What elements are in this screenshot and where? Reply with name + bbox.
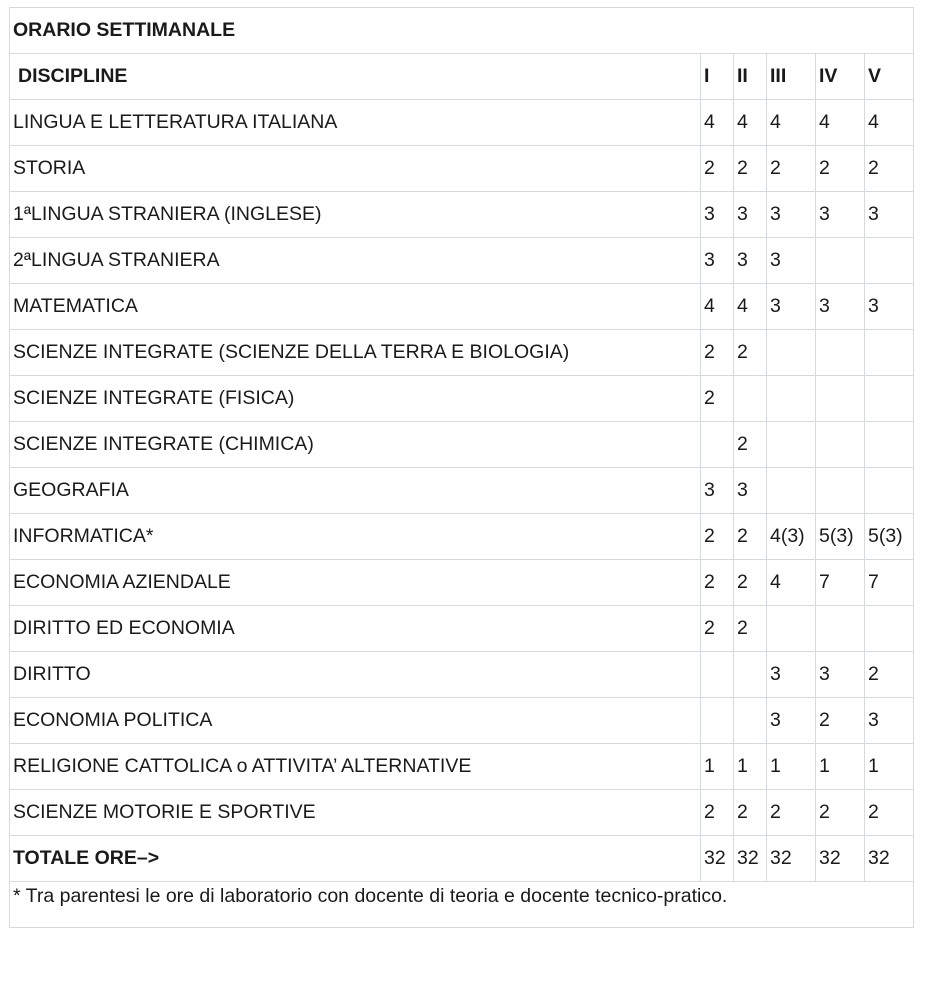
hours-year-3: 4(3) xyxy=(767,514,816,560)
hours-year-5 xyxy=(865,238,914,284)
subject-name: SCIENZE MOTORIE E SPORTIVE xyxy=(10,790,701,836)
subject-name: 2ªLINGUA STRANIERA xyxy=(10,238,701,284)
table-row xyxy=(10,790,914,836)
title-row xyxy=(10,8,914,54)
hours-year-4 xyxy=(816,606,865,652)
table-row xyxy=(10,100,914,146)
subject-name: SCIENZE INTEGRATE (CHIMICA) xyxy=(10,422,701,468)
hours-year-5 xyxy=(865,422,914,468)
hours-year-3 xyxy=(767,468,816,514)
hours-year-4: 2 xyxy=(816,790,865,836)
hours-year-3 xyxy=(767,376,816,422)
total-year-4: 32 xyxy=(816,836,865,882)
total-year-2: 32 xyxy=(734,836,767,882)
subject-name: SCIENZE INTEGRATE (SCIENZE DELLA TERRA E BIOLOGIA) xyxy=(10,330,701,376)
hours-year-4: 3 xyxy=(816,192,865,238)
hours-year-2: 3 xyxy=(734,238,767,284)
hours-year-2: 2 xyxy=(734,330,767,376)
hours-year-3: 4 xyxy=(767,100,816,146)
hours-year-1: 2 xyxy=(701,606,734,652)
hours-year-5: 1 xyxy=(865,744,914,790)
hours-year-4: 3 xyxy=(816,284,865,330)
hours-year-5: 4 xyxy=(865,100,914,146)
hours-year-2 xyxy=(734,652,767,698)
hours-year-5: 2 xyxy=(865,790,914,836)
hours-year-3: 2 xyxy=(767,790,816,836)
hours-year-1: 3 xyxy=(701,468,734,514)
subject-name: RELIGIONE CATTOLICA o ATTIVITA’ ALTERNATIVE xyxy=(10,744,701,790)
hours-year-4: 2 xyxy=(816,146,865,192)
hours-year-3: 3 xyxy=(767,192,816,238)
header-year-5: V xyxy=(865,54,914,100)
hours-year-2 xyxy=(734,376,767,422)
hours-year-2: 1 xyxy=(734,744,767,790)
hours-year-1 xyxy=(701,652,734,698)
subject-name: ECONOMIA AZIENDALE xyxy=(10,560,701,606)
hours-year-4: 2 xyxy=(816,698,865,744)
header-year-4: IV xyxy=(816,54,865,100)
hours-year-5: 5(3) xyxy=(865,514,914,560)
hours-year-1: 4 xyxy=(701,284,734,330)
hours-year-2: 2 xyxy=(734,790,767,836)
table-row xyxy=(10,468,914,514)
hours-year-3 xyxy=(767,606,816,652)
table-row xyxy=(10,744,914,790)
hours-year-1 xyxy=(701,698,734,744)
subject-name: GEOGRAFIA xyxy=(10,468,701,514)
hours-year-5: 2 xyxy=(865,652,914,698)
hours-year-5: 2 xyxy=(865,146,914,192)
hours-year-2: 2 xyxy=(734,422,767,468)
hours-year-1: 3 xyxy=(701,238,734,284)
subject-name: ECONOMIA POLITICA xyxy=(10,698,701,744)
hours-year-3: 3 xyxy=(767,238,816,284)
hours-year-3: 3 xyxy=(767,652,816,698)
table-row xyxy=(10,330,914,376)
subject-name: STORIA xyxy=(10,146,701,192)
hours-year-1: 4 xyxy=(701,100,734,146)
table-row xyxy=(10,284,914,330)
hours-year-4 xyxy=(816,422,865,468)
hours-year-4 xyxy=(816,330,865,376)
hours-year-4: 1 xyxy=(816,744,865,790)
hours-year-2: 2 xyxy=(734,606,767,652)
hours-year-1: 2 xyxy=(701,790,734,836)
total-label: TOTALE ORE–> xyxy=(10,836,701,882)
header-year-1: I xyxy=(701,54,734,100)
table-row xyxy=(10,652,914,698)
hours-year-2: 2 xyxy=(734,146,767,192)
header-year-3: III xyxy=(767,54,816,100)
hours-year-1: 2 xyxy=(701,514,734,560)
total-year-1: 32 xyxy=(701,836,734,882)
schedule-table-container xyxy=(9,7,914,928)
header-row xyxy=(10,54,914,100)
hours-year-1: 3 xyxy=(701,192,734,238)
hours-year-4 xyxy=(816,376,865,422)
hours-year-1: 2 xyxy=(701,560,734,606)
hours-year-1: 2 xyxy=(701,376,734,422)
table-row xyxy=(10,146,914,192)
table-row xyxy=(10,422,914,468)
subject-name: MATEMATICA xyxy=(10,284,701,330)
table-title: ORARIO SETTIMANALE xyxy=(10,8,914,54)
hours-year-3 xyxy=(767,330,816,376)
hours-year-2: 4 xyxy=(734,284,767,330)
hours-year-5: 7 xyxy=(865,560,914,606)
hours-year-1 xyxy=(701,422,734,468)
table-row xyxy=(10,560,914,606)
hours-year-4: 7 xyxy=(816,560,865,606)
hours-year-1: 2 xyxy=(701,330,734,376)
hours-year-4 xyxy=(816,238,865,284)
header-year-2: II xyxy=(734,54,767,100)
subject-name: 1ªLINGUA STRANIERA (INGLESE) xyxy=(10,192,701,238)
subject-name: DIRITTO ED ECONOMIA xyxy=(10,606,701,652)
table-row xyxy=(10,698,914,744)
hours-year-3: 3 xyxy=(767,698,816,744)
total-year-3: 32 xyxy=(767,836,816,882)
footnote: * Tra parentesi le ore di laboratorio con docente di teoria e docente tecnico-pratico. xyxy=(10,882,914,928)
header-discipline: DISCIPLINE xyxy=(10,54,701,100)
hours-year-2: 2 xyxy=(734,560,767,606)
hours-year-5 xyxy=(865,606,914,652)
hours-year-3 xyxy=(767,422,816,468)
hours-year-5 xyxy=(865,330,914,376)
hours-year-3: 1 xyxy=(767,744,816,790)
table-row xyxy=(10,238,914,284)
table-row xyxy=(10,376,914,422)
hours-year-5: 3 xyxy=(865,192,914,238)
weekly-schedule-table xyxy=(9,7,914,928)
hours-year-3: 2 xyxy=(767,146,816,192)
table-row xyxy=(10,192,914,238)
hours-year-5 xyxy=(865,376,914,422)
hours-year-4: 5(3) xyxy=(816,514,865,560)
hours-year-2: 3 xyxy=(734,468,767,514)
table-row xyxy=(10,606,914,652)
subject-name: SCIENZE INTEGRATE (FISICA) xyxy=(10,376,701,422)
note-row xyxy=(10,882,914,928)
hours-year-1: 1 xyxy=(701,744,734,790)
table-row xyxy=(10,514,914,560)
subject-name: LINGUA E LETTERATURA ITALIANA xyxy=(10,100,701,146)
hours-year-5: 3 xyxy=(865,284,914,330)
hours-year-4: 4 xyxy=(816,100,865,146)
subject-name: DIRITTO xyxy=(10,652,701,698)
hours-year-2: 4 xyxy=(734,100,767,146)
total-row xyxy=(10,836,914,882)
hours-year-5 xyxy=(865,468,914,514)
hours-year-4: 3 xyxy=(816,652,865,698)
total-year-5: 32 xyxy=(865,836,914,882)
hours-year-3: 4 xyxy=(767,560,816,606)
subject-name: INFORMATICA* xyxy=(10,514,701,560)
hours-year-3: 3 xyxy=(767,284,816,330)
hours-year-4 xyxy=(816,468,865,514)
hours-year-5: 3 xyxy=(865,698,914,744)
hours-year-2: 3 xyxy=(734,192,767,238)
hours-year-2 xyxy=(734,698,767,744)
hours-year-1: 2 xyxy=(701,146,734,192)
hours-year-2: 2 xyxy=(734,514,767,560)
